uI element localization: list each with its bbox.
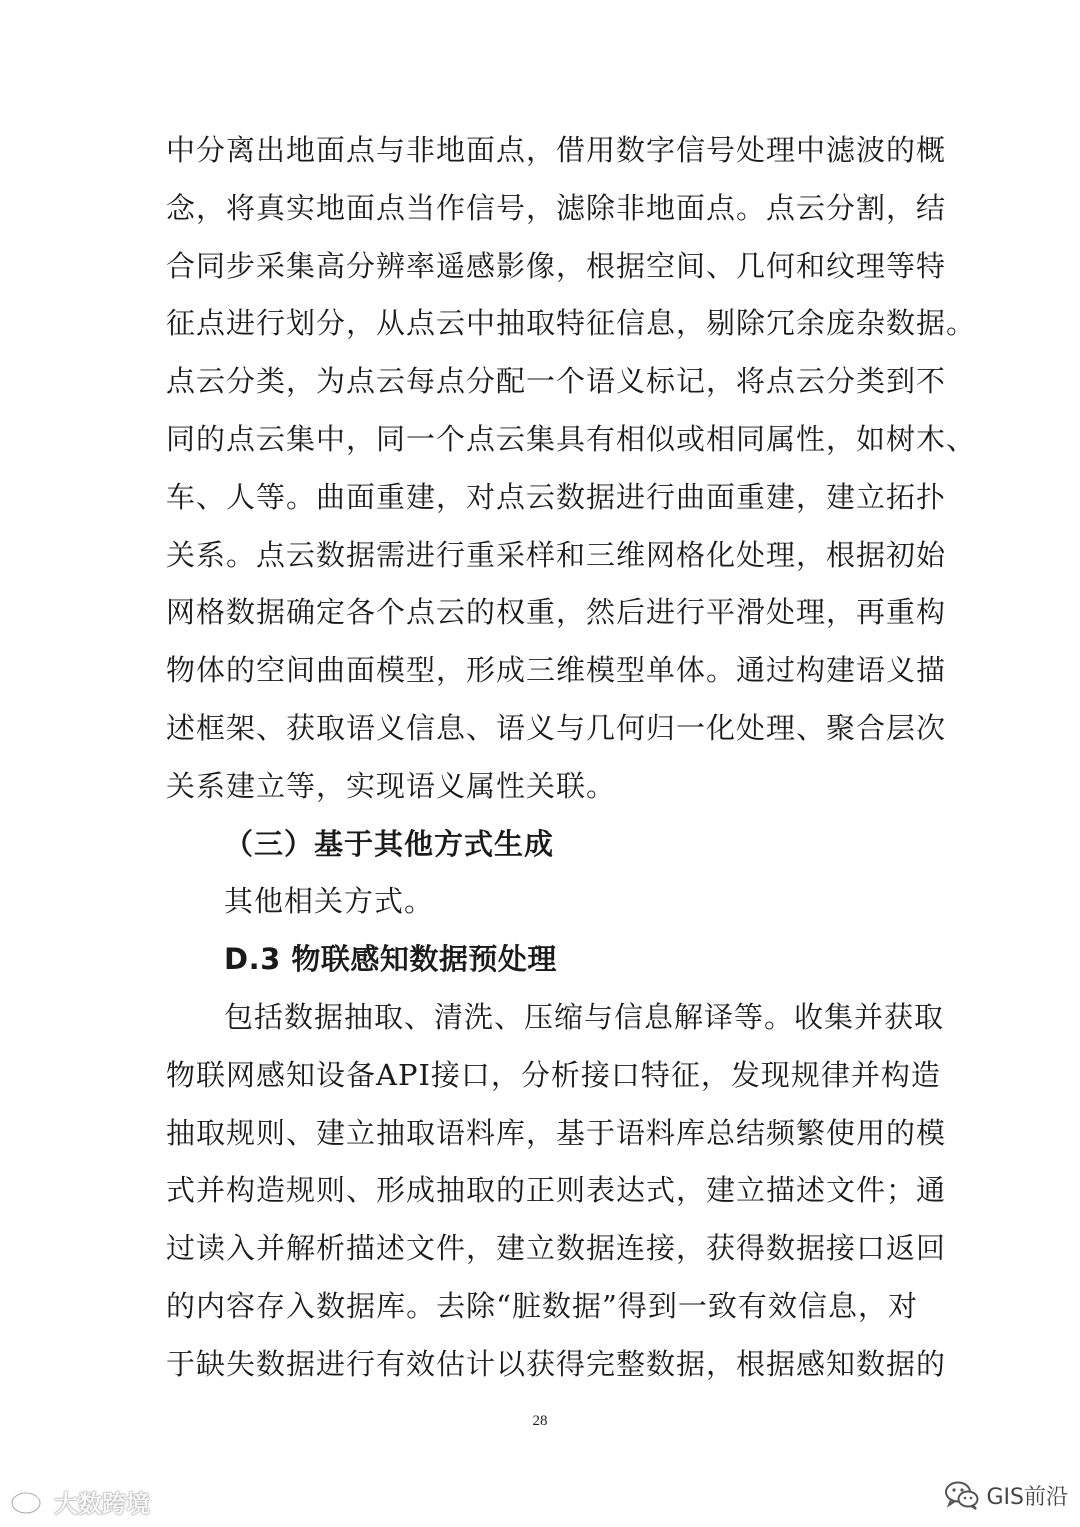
text-line: 抽取规则、建立抽取语料库，基于语料库总结频繁使用的模 [166,1115,947,1150]
watermark-left [8,1486,150,1516]
watermark-right [944,1478,1068,1512]
weibo-logo-icon [8,1487,50,1515]
text-line: 物联网感知设备API接口，分析接口特征，发现规律并构造 [166,1057,941,1092]
text-line: 关系。点云数据需进行重采样和三维网格化处理，根据初始 [166,537,947,572]
text-line: 过读入并解析描述文件，建立数据连接，获得数据接口返回 [166,1231,947,1266]
text-line: 式并构造规则、形成抽取的正则表达式，建立描述文件；通 [166,1173,947,1208]
text-line: 包括数据抽取、清洗、压缩与信息解译等。收集并获取 [224,999,945,1034]
text-line: 征点进行划分，从点云中抽取特征信息，剔除冗余庞杂数据。 [166,306,977,341]
text-line: 点云分类，为点云每点分配一个语义标记，将点云分类到不 [166,364,947,399]
text-line: 的内容存入数据库。去除“脏数据”得到一致有效信息，对 [166,1288,918,1323]
text-line: 中分离出地面点与非地面点，借用数字信号处理中滤波的概 [166,133,947,167]
text-line: 合同步采集高分辨率遥感影像，根据空间、几何和纹理等特 [166,248,947,283]
page-number: 28 [532,1413,548,1429]
section-heading-other-methods: （三）基于其他方式生成 [224,826,555,861]
watermark-left-text: 大数跨境 [54,1489,150,1518]
watermark-right-text: GIS前沿 [986,1484,1068,1510]
text-line: 网格数据确定各个点云的权重，然后进行平滑处理，再重构 [166,595,947,630]
text-line: 关系建立等，实现语义属性关联。 [166,768,617,803]
body-text [166,122,977,1394]
text-line: 车、人等。曲面重建，对点云数据进行曲面重建，建立拓扑 [166,479,947,514]
text-line: 物体的空间曲面模型，形成三维模型单体。通过构建语义描 [166,653,947,688]
wechat-icon [944,1480,980,1510]
text-line: 于缺失数据进行有效估计以获得完整数据，根据感知数据的 [166,1346,947,1381]
paragraph-other-methods: 其他相关方式。 [224,884,435,919]
text-line: 述框架、获取语义信息、语义与几何归一化处理、聚合层次 [166,710,947,745]
text-line: 念，将真实地面点当作信号，滤除非地面点。点云分割，结 [166,190,947,225]
section-heading-d3: D.3 物联感知数据预处理 [224,942,557,977]
text-line: 同的点云集中，同一个点云集具有相似或相同属性，如树木、 [166,421,977,456]
